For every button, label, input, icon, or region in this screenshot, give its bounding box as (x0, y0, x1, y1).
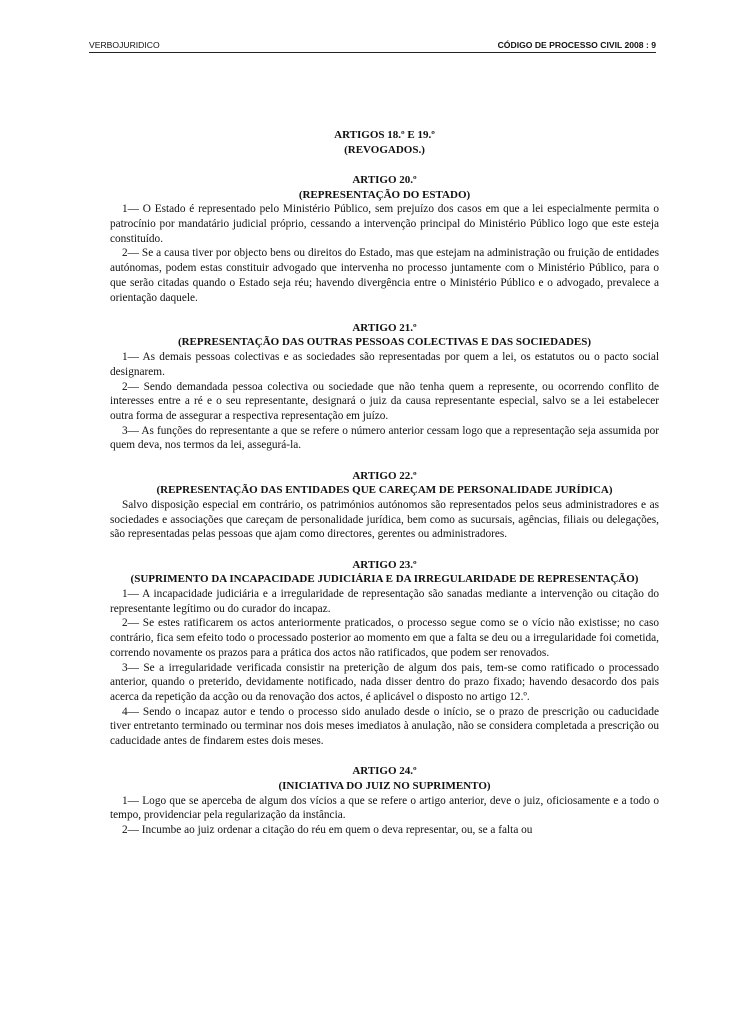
article-subtitle: (SUPRIMENTO DA INCAPACIDADE JUDICIÁRIA E DA IRREGULARIDADE DE REPRESENTAÇÃO) (130, 573, 639, 586)
article-subtitle: (REVOGADOS.) (344, 143, 425, 156)
article-paragraph: 3— Se a irregularidade verificada consistir na preterição de algum dos pais, tem-se como ratificado o processado anterior, quando o preterido, devidamente notificado, nada disser dentro do prazo fixado; havendo desacordo dos pais acerca da repetição da acção ou da renovação dos actos, é aplicável o disposto no artigo 12.º. (110, 661, 659, 703)
article-subtitle: (REPRESENTAÇÃO DAS OUTRAS PESSOAS COLECTIVAS E DAS SOCIEDADES) (177, 336, 592, 349)
document-body (110, 128, 659, 853)
header-site-name: VERBOJURIDICO (89, 40, 160, 50)
article-22 (110, 469, 659, 543)
article-paragraph: 2— Se estes ratificarem os actos anteriormente praticados, o processo segue como se o vício não existisse; no caso contrário, fica sem efeito todo o processado posterior ao momento em que a falta se deu ou a irregularidade foi cometida, correndo novamente os prazos para a prática dos actos não ratificados, que podem ser renovados. (110, 617, 659, 659)
header-document-title: CÓDIGO DE PROCESSO CIVIL 2008 : 9 (497, 40, 656, 50)
article-paragraph: 2— Incumbe ao juiz ordenar a citação do réu em quem o deva representar, ou, se a falta ou (122, 824, 533, 837)
article-paragraph: 2— Sendo demandada pessoa colectiva ou sociedade que não tenha quem a represente, ou ocorrendo conflito de interesses entre a ré e o seu representante, designará o juiz da causa representante especial, salvo se a lei estabelecer outra forma de assegurar a respectiva representação em juízo. (110, 380, 659, 422)
article-paragraph: 1— As demais pessoas colectivas e as sociedades são representadas por quem a lei, os estatutos ou o pacto social designarem. (110, 351, 659, 378)
article-paragraph: 1— Logo que se aperceba de algum dos vícios a que se refere o artigo anterior, deve o juiz, oficiosamente e a todo o tempo, providenciar pela regularização da instância. (110, 794, 659, 822)
article-title: ARTIGO 22.º (352, 469, 417, 482)
article-title: ARTIGO 24.º (352, 765, 417, 778)
article-18-19 (110, 128, 659, 157)
article-subtitle: (INICIATIVA DO JUIZ NO SUPRIMENTO) (278, 779, 491, 792)
article-title: ARTIGO 21.º (352, 321, 417, 334)
article-paragraph: 1— A incapacidade judiciária e a irregularidade de representação são sanadas mediante a intervenção ou citação do representante legítimo ou do curador do incapaz. (110, 587, 659, 615)
article-paragraph: 3— As funções do representante a que se refere o número anterior cessam logo que a representação seja assumida por quem deva, nos termos da lei, assegurá-la. (110, 424, 659, 452)
article-24 (110, 764, 659, 838)
article-paragraph: 2— Se a causa tiver por objecto bens ou direitos do Estado, mas que estejam na administração ou fruição de entidades autónomas, podem estas constituir advogado que intervenha no processo juntamente com o Ministério Público, para o que serão citadas quando o Estado seja réu; havendo divergência entre o Ministério Público e o advogado, prevalece a orientação daquele. (110, 247, 659, 304)
article-paragraph: 4— Sendo o incapaz autor e tendo o processo sido anulado desde o início, se o prazo de prescrição ou caducidade tiver entretanto terminado ou terminar nos dois meses imediatos à anulação, não se considera completada a prescrição ou caducidade antes de findarem estes dois meses. (110, 705, 659, 748)
article-title: ARTIGOS 18.º E 19.º (334, 129, 435, 141)
page-header (89, 40, 656, 53)
article-title: ARTIGO 20.º (352, 173, 417, 186)
article-subtitle: (REPRESENTAÇÃO DAS ENTIDADES QUE CAREÇAM DE PERSONALIDADE JURÍDICA) (156, 484, 613, 497)
article-20 (110, 173, 659, 305)
article-title: ARTIGO 23.º (352, 558, 417, 571)
article-subtitle: (REPRESENTAÇÃO DO ESTADO) (298, 188, 471, 201)
article-21 (110, 321, 659, 453)
article-paragraph: Salvo disposição especial em contrário, os patrimónios autónomos são representados pelos seus administradores e as sociedades e associações que careçam de personalidade jurídica, bem como as sucursais, agências, filiais ou delegações, são representadas pelas pessoas que ajam como directores, gerentes ou administradores. (110, 498, 659, 541)
article-23 (110, 558, 659, 749)
article-paragraph: 1— O Estado é representado pelo Ministério Público, sem prejuízo dos casos em que a lei especialmente permita o patrocínio por mandatário judicial próprio, cessando a intervenção principal do Ministério Público logo que este esteja constituído. (110, 203, 659, 245)
